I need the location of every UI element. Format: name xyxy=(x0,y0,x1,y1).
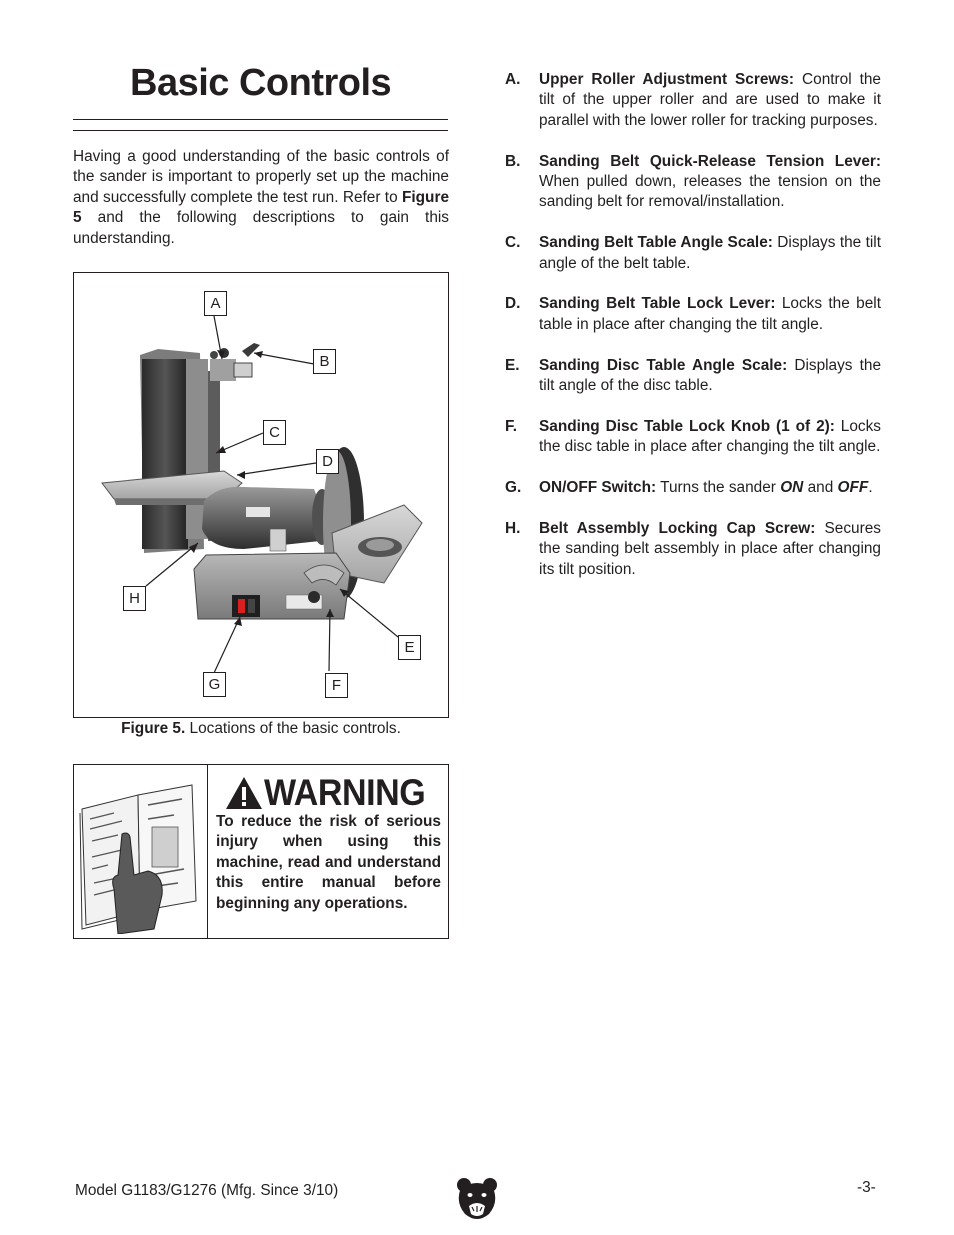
item-letter: G. xyxy=(505,479,522,497)
figure-label-e: E xyxy=(398,635,421,660)
figure-label-f: F xyxy=(325,673,348,698)
figure-label-c: C xyxy=(263,420,286,445)
warning-box xyxy=(73,764,449,939)
footer-model: Model G1183/G1276 (Mfg. Since 3/10) xyxy=(75,1182,339,1199)
intro-text-1: Having a good understanding of the basic controls of the sander is important to properly set up the machine and successfully complete the test run. Refer to xyxy=(73,148,449,206)
figure-label-b: B xyxy=(313,349,336,374)
caption-text: Locations of the basic controls. xyxy=(185,720,401,737)
item-letter: D. xyxy=(505,295,521,313)
item-term: Sanding Belt Table Angle Scale: xyxy=(539,234,773,252)
control-item-c xyxy=(505,233,881,274)
item-description: Locks the belt table in place after changing the tilt angle. xyxy=(539,295,881,333)
item-description-end: . xyxy=(868,479,873,497)
figure-label-d: D xyxy=(316,449,339,474)
item-description: Displays the tilt angle of the disc table. xyxy=(539,356,882,395)
figure-label-g: G xyxy=(203,672,226,697)
title-rule-top xyxy=(73,119,448,120)
control-item-d xyxy=(505,294,881,335)
item-term: Sanding Disc Table Angle Scale: xyxy=(539,356,788,374)
item-letter: B. xyxy=(505,152,521,170)
item-description: Turns the sander xyxy=(656,479,781,497)
item-letter: H. xyxy=(505,519,521,537)
item-term: Upper Roller Adjustment Screws: xyxy=(539,71,795,88)
item-description: Displays the tilt angle of the belt table. xyxy=(539,234,881,272)
off-text: OFF xyxy=(837,479,869,497)
intro-figure-ref: Figure 5 xyxy=(73,188,449,227)
control-item-h xyxy=(505,519,881,580)
warning-heading xyxy=(224,771,439,815)
item-term: ON/OFF Switch: xyxy=(539,479,657,497)
item-description: Control the tilt of the upper roller and are used to make it parallel with the lower roller for tracking purposes. xyxy=(539,71,881,129)
item-term: Sanding Disc Table Lock Knob (1 of 2): xyxy=(539,417,835,435)
item-letter: A. xyxy=(505,71,521,88)
footer-page-number: -3- xyxy=(857,1179,876,1196)
warning-word: WARNING xyxy=(264,772,426,813)
control-item-f xyxy=(505,417,881,458)
item-description-joiner: and xyxy=(803,479,838,497)
on-text: ON xyxy=(780,479,804,497)
item-term: Sanding Belt Quick-Release Tension Lever: xyxy=(539,152,881,170)
page-title: Basic Controls xyxy=(130,62,392,104)
item-letter: E. xyxy=(505,356,520,374)
control-item-a xyxy=(505,70,881,131)
item-description: Locks the disc table in place after changing the tilt angle. xyxy=(539,417,882,456)
controls-list xyxy=(505,70,881,600)
sander-illustration xyxy=(74,273,448,717)
warning-text: To reduce the risk of serious injury when using this machine, read and understand this entire manual before beginning any operations. xyxy=(216,813,441,912)
item-description: Secures the sanding belt assembly in place after changing its tilt position. xyxy=(539,519,881,578)
control-item-g xyxy=(505,478,881,498)
item-description: When pulled down, releases the tension on the sanding belt for removal/installation. xyxy=(539,173,881,211)
item-letter: F. xyxy=(505,417,517,435)
item-term: Belt Assembly Locking Cap Screw: xyxy=(539,519,816,537)
caption-label: Figure 5. xyxy=(121,720,186,737)
figure-label-h: H xyxy=(123,586,146,611)
manual-hand-icon xyxy=(78,779,202,934)
warning-triangle-icon xyxy=(224,775,264,811)
title-rule-bottom xyxy=(73,130,448,131)
bear-logo-icon xyxy=(455,1176,499,1222)
figure-caption xyxy=(73,720,449,738)
control-item-b xyxy=(505,152,881,213)
figure-5 xyxy=(73,272,449,718)
intro-paragraph xyxy=(73,147,449,249)
item-letter: C. xyxy=(505,234,521,252)
warning-divider xyxy=(207,765,208,938)
control-item-e xyxy=(505,356,881,397)
intro-text-2: and the following descriptions to gain this understanding. xyxy=(73,209,449,247)
item-term: Sanding Belt Table Lock Lever: xyxy=(539,295,776,313)
figure-label-a: A xyxy=(204,291,227,316)
